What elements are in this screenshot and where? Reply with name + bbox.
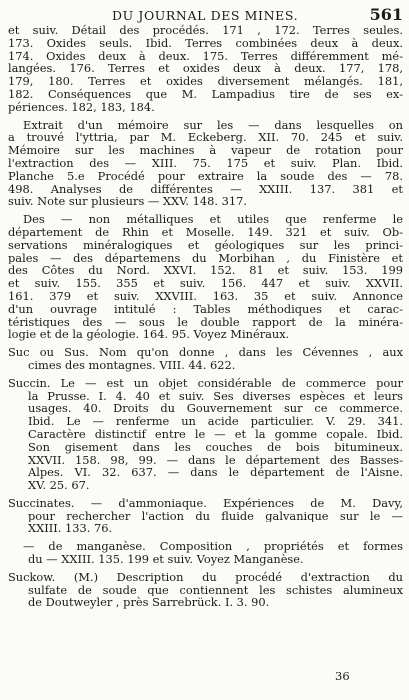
page-number: 561 [369, 5, 403, 24]
running-title: DU JOURNAL DES MINES. [112, 8, 299, 23]
text-line: d'un ouvrage intitulé : Tables méthodiques et carac- [8, 302, 403, 316]
text-line: Extrait d'un mémoire sur les — dans lesquelles on [23, 118, 403, 132]
text-line: 182. Conséquences que M. Lampadius tire de ses ex- [8, 87, 403, 101]
text-line: XV. 25. 67. [28, 479, 90, 492]
text-line: langées. 176. Terres et oxides deux à deux. 177, 178, [8, 62, 403, 76]
text-line: département de Rhin et Moselle. 149. 321 et suiv. Ob- [8, 225, 403, 239]
text-line: Planche 5.e Procédé pour extraire la soude des — 78. [8, 169, 403, 183]
text-line: usages. 40. Droits du Gouvernement sur ce commerce. [28, 402, 403, 416]
text-line: 498. Analyses de différentes — XXIII. 137. 381 et [8, 182, 403, 196]
text-line: la Prusse. I. 4. 40 et suiv. Ses diverses espèces et leurs [28, 389, 403, 403]
text-line: l'extraction des — XIII. 75. 175 et suiv. Plan. Ibid. [8, 156, 403, 170]
text-line: du — XXIII. 135. 199 et suiv. Voyez Manganèse. [28, 553, 304, 566]
text-line: sulfate de soude que contiennent les schistes alumineux [28, 583, 403, 597]
text-line: servations minéralogiques et géologiques sur les princi- [8, 238, 403, 252]
text-line: Ibid. Le — renferme un acide particulier. V. 29. 341. [28, 415, 403, 428]
text-line: — de manganèse. Composition , propriétés et formes [23, 540, 403, 554]
text-line: Alpes. VI. 32. 637. — dans le département de l'Aisne. [28, 466, 403, 480]
text-line: pales — des départemens du Morbihan , du Finistère et [8, 251, 403, 265]
text-line: et suiv. 155. 355 et suiv. 156. 447 et suiv. XXVII. [8, 277, 403, 290]
text-line: et suiv. Détail des procédés. 171 , 172. Terres seules. [8, 24, 403, 37]
text-line: a trouvé l'yttria, par M. Eckeberg. XII. 70. 245 et suiv. [8, 131, 403, 145]
text-line: Suc ou Sus. Nom qu'on donne , dans les Cévennes , aux [8, 346, 403, 359]
index-text-body [8, 24, 403, 609]
text-line: des Côtes du Nord. XXVI. 152. 81 et suiv. 153. 199 [8, 264, 403, 278]
text-line: suiv. Note sur plusieurs — XXV. 148. 317. [8, 195, 247, 209]
text-line: Des — non métalliques et utiles que renferme le [23, 213, 403, 226]
text-line: 161. 379 et suiv. XXVIII. 163. 35 et suiv. Annonce [8, 289, 403, 303]
text-line: cimes des montagnes. VIII. 44. 622. [28, 358, 236, 372]
text-line: Suckow. (M.) Description du procédé d'extraction du [8, 570, 403, 584]
text-line: Son gisement dans les couches de bois bitumineux. [28, 440, 403, 454]
text-line: pour rechercher l'action du fluide galvanique sur le — [28, 509, 403, 523]
text-line: Succin. Le — est un objet considérable de commerce pour [8, 376, 403, 390]
text-line: Mémoire sur les machines à vapeur de rotation pour [8, 144, 403, 157]
text-line: 173. Oxides seuls. Ibid. Terres combinées deux à deux. [8, 36, 403, 50]
text-line: Caractère distinctif entre le — et la gomme copale. Ibid. [28, 427, 403, 441]
signature-mark: 36 [335, 669, 350, 683]
text-line: téristiques des — sous le double rapport de la minéra- [8, 315, 403, 329]
text-line: XXVII. 158. 98, 99. — dans le département des Basses- [28, 453, 403, 467]
text-line: de Doutweyler , près Sarrebrück. I. 3. 90. [28, 596, 270, 610]
text-line: 179, 180. Terres et oxides diversement mélangés. 181, [8, 75, 403, 88]
text-line: XXIII. 133. 76. [28, 522, 113, 536]
text-line: logie et de la géologie. 164. 95. Voyez Minéraux. [8, 328, 290, 342]
text-line: périences. 182, 183, 184. [8, 100, 155, 114]
text-line: 174. Oxides deux à deux. 175. Terres différemment mé- [8, 49, 403, 63]
running-header [0, 5, 409, 25]
text-line: Succinates. — d'ammoniaque. Expériences de M. Davy, [8, 496, 403, 510]
